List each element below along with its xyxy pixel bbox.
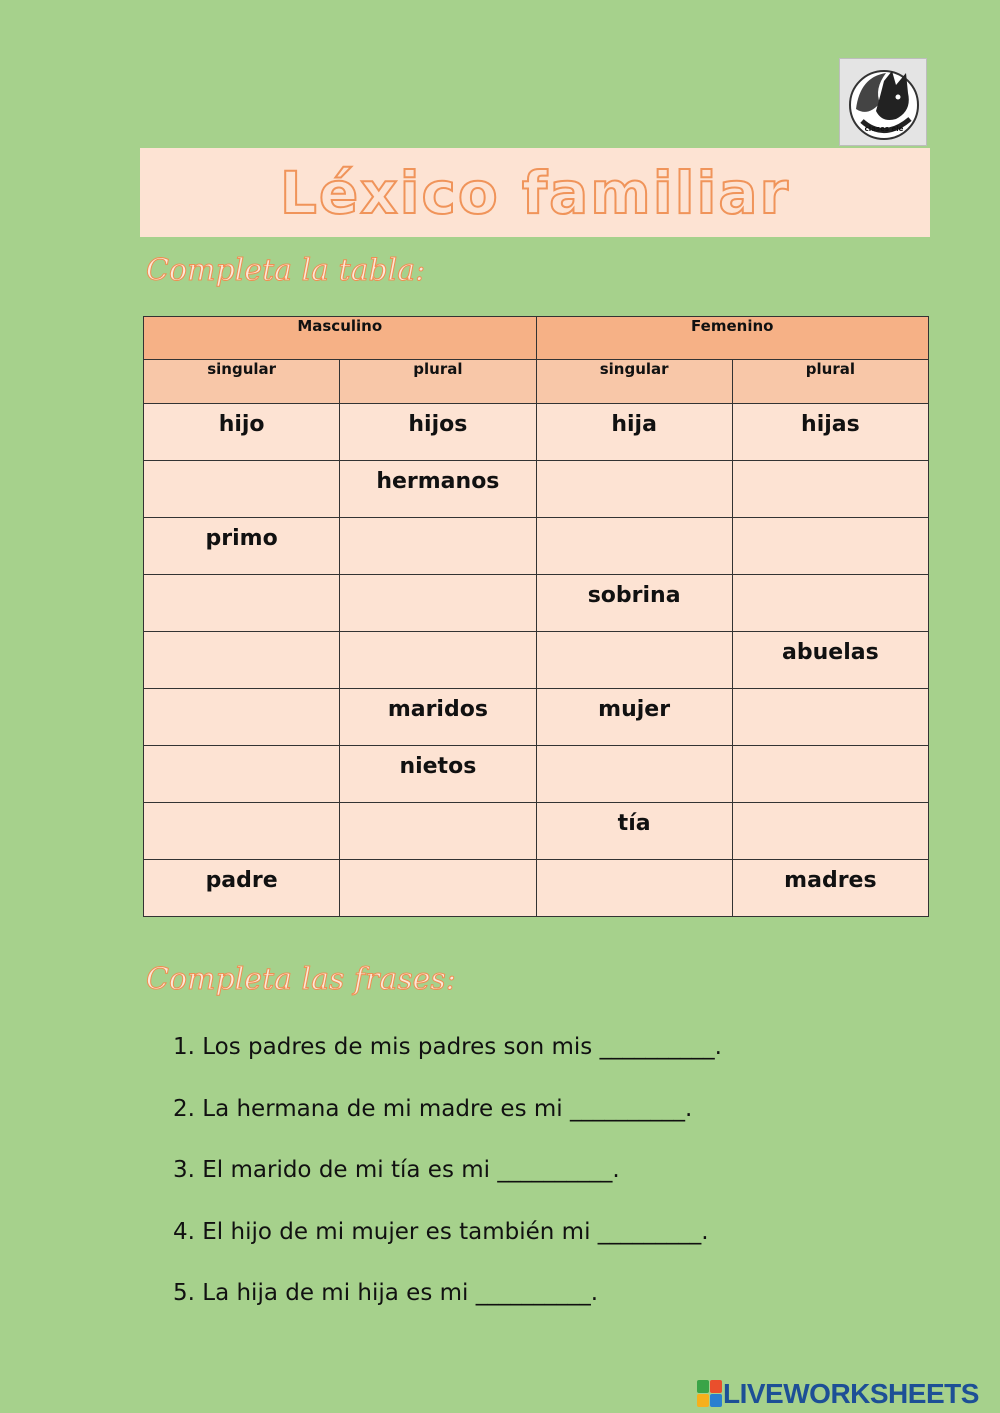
sentences-section-heading: Completa las frases: xyxy=(146,962,456,997)
answer-cell[interactable] xyxy=(732,461,928,518)
header-femenino: Femenino xyxy=(536,317,929,360)
table-cell: abuelas xyxy=(732,632,928,689)
vocabulary-table xyxy=(143,316,929,917)
table-row xyxy=(144,461,929,518)
table-cell: tía xyxy=(536,803,732,860)
answer-cell[interactable] xyxy=(340,860,536,917)
table-row xyxy=(144,689,929,746)
table-cell: hermanos xyxy=(340,461,536,518)
answer-cell[interactable] xyxy=(144,575,340,632)
table-cell: madres xyxy=(732,860,928,917)
liveworksheets-footer xyxy=(697,1378,979,1410)
answer-cell[interactable] xyxy=(536,461,732,518)
header-masc-plural: plural xyxy=(340,360,536,404)
sentence-item[interactable]: 5. La hija de mi hija es mi __________. xyxy=(173,1280,599,1306)
answer-cell[interactable] xyxy=(144,746,340,803)
table-row xyxy=(144,746,929,803)
logo-caption: clases ele xyxy=(864,125,904,133)
table-row xyxy=(144,632,929,689)
table-cell: hijos xyxy=(340,404,536,461)
header-fem-singular: singular xyxy=(536,360,732,404)
table-cell: hijas xyxy=(732,404,928,461)
answer-cell[interactable] xyxy=(340,575,536,632)
clasesele-logo xyxy=(839,58,927,146)
answer-cell[interactable] xyxy=(144,803,340,860)
answer-cell[interactable] xyxy=(340,518,536,575)
table-cell: primo xyxy=(144,518,340,575)
page-title: Léxico familiar xyxy=(279,158,791,227)
liveworksheets-logo-icon xyxy=(697,1380,723,1408)
header-fem-plural: plural xyxy=(732,360,928,404)
answer-cell[interactable] xyxy=(340,803,536,860)
sentence-item[interactable]: 1. Los padres de mis padres son mis __________. xyxy=(173,1034,722,1060)
table-cell: maridos xyxy=(340,689,536,746)
answer-cell[interactable] xyxy=(144,632,340,689)
answer-cell[interactable] xyxy=(536,746,732,803)
answer-cell[interactable] xyxy=(732,575,928,632)
answer-cell[interactable] xyxy=(144,689,340,746)
table-cell: hija xyxy=(536,404,732,461)
table-cell: nietos xyxy=(340,746,536,803)
table-number-header-row xyxy=(144,360,929,404)
table-cell: hijo xyxy=(144,404,340,461)
liveworksheets-brand: LIVEWORKSHEETS xyxy=(723,1378,979,1409)
table-cell: sobrina xyxy=(536,575,732,632)
answer-cell[interactable] xyxy=(732,803,928,860)
table-cell: padre xyxy=(144,860,340,917)
table-group-header-row xyxy=(144,317,929,360)
title-banner xyxy=(140,148,930,237)
sentence-list xyxy=(173,1030,722,1338)
answer-cell[interactable] xyxy=(340,632,536,689)
table-row xyxy=(144,404,929,461)
table-row xyxy=(144,860,929,917)
table-row xyxy=(144,575,929,632)
answer-cell[interactable] xyxy=(144,461,340,518)
header-masculino: Masculino xyxy=(144,317,537,360)
table-row xyxy=(144,518,929,575)
answer-cell[interactable] xyxy=(536,860,732,917)
table-section-heading: Completa la tabla: xyxy=(146,253,426,288)
sentence-item[interactable]: 3. El marido de mi tía es mi __________. xyxy=(173,1157,620,1183)
table-cell: mujer xyxy=(536,689,732,746)
answer-cell[interactable] xyxy=(732,518,928,575)
sentence-item[interactable]: 4. El hijo de mi mujer es también mi _________. xyxy=(173,1218,709,1245)
sentence-item[interactable]: 2. La hermana de mi madre es mi __________. xyxy=(173,1095,693,1122)
answer-cell[interactable] xyxy=(536,518,732,575)
answer-cell[interactable] xyxy=(536,632,732,689)
header-masc-singular: singular xyxy=(144,360,340,404)
answer-cell[interactable] xyxy=(732,689,928,746)
table-row xyxy=(144,803,929,860)
answer-cell[interactable] xyxy=(732,746,928,803)
fox-logo-icon xyxy=(840,59,927,146)
